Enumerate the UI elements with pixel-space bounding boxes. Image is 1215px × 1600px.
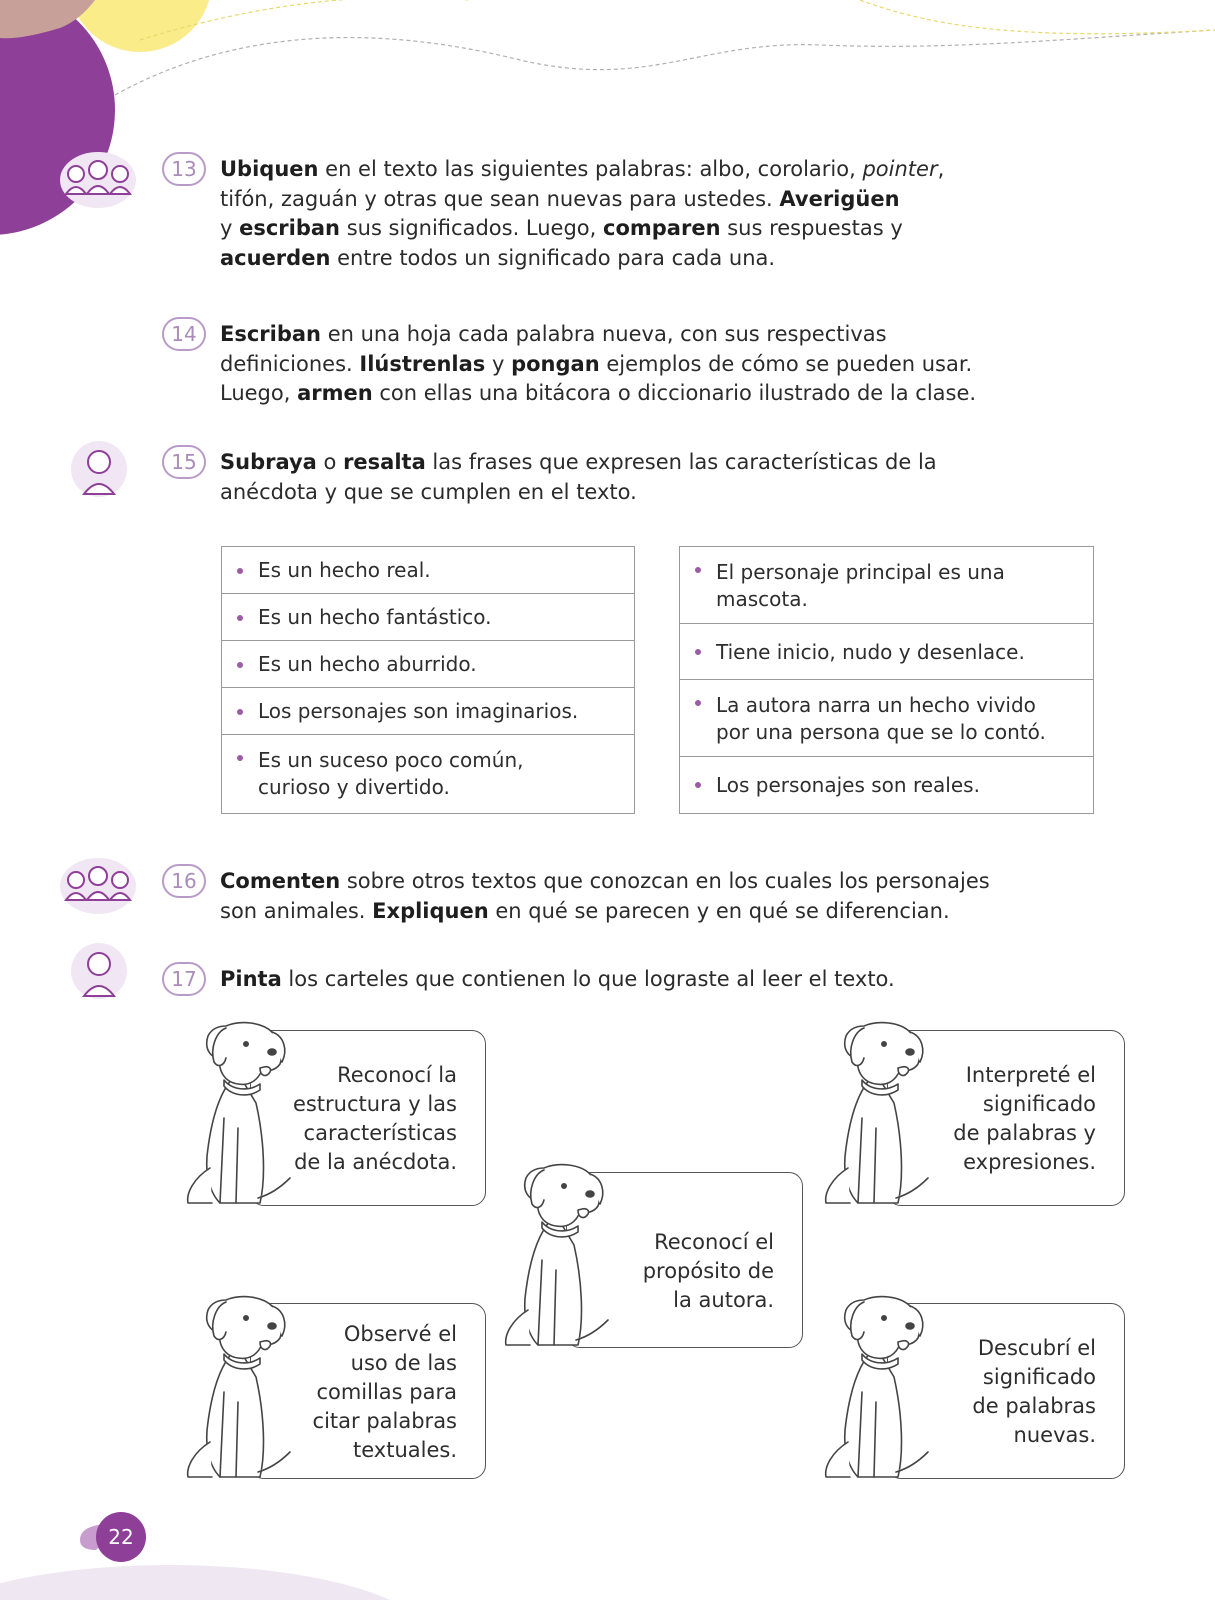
card-text [972,1334,1096,1450]
text-run: los carteles que contienen lo que lograste al leer el texto. [281,967,895,991]
text-run: sus significados. Luego, [340,216,604,240]
row-text-line: Los personajes son reales. [716,772,980,797]
activity-15-instructions [220,448,1050,507]
card-text [953,1061,1096,1177]
card-text-line: de palabras y [953,1121,1096,1145]
text-run: son animales. [220,898,373,923]
bold-verb: armen [297,381,373,405]
row-text [716,692,1083,746]
bullet-icon [695,649,701,655]
text-run: en qué se parecen y en qué se diferencian. [488,898,950,923]
row-text [258,604,624,631]
bold-verb: Ubiquen [220,157,319,181]
row-text [716,559,1083,613]
row-text-line: Es un suceso poco común, [258,747,524,772]
text-run: definiciones. [220,351,360,376]
row-text-line: La autora narra un hecho vivido [716,692,1036,717]
bold-verb: acuerden [220,245,331,270]
card-text-line: de palabras [972,1394,1096,1418]
activity-14-instructions [220,320,1050,409]
activity-16-instructions [220,867,1050,926]
group-students-icon [58,856,138,916]
bold-verb: Ilústrenlas [359,351,486,376]
bold-verb: Averigüen [779,186,900,211]
bullet-icon [237,709,243,715]
card-text-line: la autora. [673,1287,774,1312]
table-row[interactable] [680,547,1093,624]
dog-illustration-icon [180,1018,300,1218]
bullet-icon [237,568,243,574]
instruction-line [220,244,1050,274]
row-text-line: Es un hecho fantástico. [258,605,492,629]
text-run: Luego, [220,381,298,405]
single-student-icon [70,942,128,1000]
row-text [258,698,624,725]
bullet-icon [695,567,701,573]
card-text-line: uso de las [350,1350,457,1375]
row-text [716,639,1083,666]
dog-illustration-icon [818,1018,938,1218]
instruction-line [220,214,1050,244]
bold-verb: Escriban [220,322,322,346]
card-text-line: Interpreté el [965,1063,1096,1087]
instruction-line [220,155,1050,185]
row-text [716,772,1083,799]
card-text-line: comillas para [316,1379,457,1404]
card-text-line: textuales. [353,1437,457,1462]
row-text-line: Los personajes son imaginarios. [258,699,579,723]
bullet-icon [237,662,243,668]
row-text-line: Es un hecho aburrido. [258,652,477,676]
table-row[interactable] [222,594,634,641]
row-text-line: El personaje principal es una [716,559,1005,584]
row-text [258,747,624,801]
row-text [258,651,624,678]
bold-verb: Expliquen [372,898,489,923]
instruction-line [220,867,1050,897]
instruction-line [220,965,1050,995]
instruction-line [220,379,1050,409]
bold-verb: escriban [239,216,341,240]
card-text [643,1228,774,1315]
text-run: , [937,157,945,181]
instruction-line [220,897,1050,927]
text-run: con ellas una bitácora o diccionario ilustrado de la clase. [372,381,977,405]
text-run: sobre otros textos que conozcan en los cuales los personajes [340,869,990,893]
card-text-line: propósito de [642,1258,774,1283]
text-run: y [220,216,240,240]
card-text-line: Reconocí la [337,1063,457,1087]
activity-13-instructions [220,155,1050,273]
row-text-line: mascota. [716,586,808,611]
single-student-icon [70,440,128,498]
instruction-line [220,478,1050,508]
instruction-line [220,185,1050,215]
text-run: las frases que expresen las características de la [425,450,937,474]
row-text-line: Es un hecho real. [258,558,431,582]
card-text-line: nuevas. [1013,1423,1096,1447]
bold-verb: resalta [343,450,426,474]
text-run: sus respuestas y [720,216,903,240]
instruction-line [220,320,1050,350]
bold-verb: Pinta [220,967,282,991]
bold-verb: comparen [603,216,721,240]
bold-verb: Subraya [220,450,317,474]
card-text-line: características [303,1121,457,1145]
table-row[interactable] [222,688,634,735]
instruction-line [220,350,1050,380]
activity-number: 14 [162,317,206,351]
text-run: y [485,351,512,376]
page-number: 22 [96,1512,146,1562]
text-run: en el texto las siguientes palabras: albo, corolario, [318,157,863,181]
text-run: ejemplos de cómo se pueden usar. [599,351,973,376]
text-run: entre todos un significado para cada una. [330,245,776,270]
activity-number: 15 [162,445,206,479]
activity-number: 16 [162,864,206,898]
activity-17-instructions [220,965,1050,995]
italic-word: pointer [862,157,938,181]
activity-number: 13 [162,152,206,186]
bullet-icon [237,615,243,621]
text-run: anécdota y que se cumplen en el texto. [220,479,637,504]
characteristics-table-right [679,546,1094,814]
card-text-line: citar palabras [312,1408,457,1433]
activity-number: 17 [162,962,206,996]
instruction-line [220,448,1050,478]
card-text-line: Observé el [343,1321,457,1346]
row-text [258,557,624,584]
dog-illustration-icon [498,1160,618,1360]
card-text-line: expresiones. [963,1150,1096,1174]
table-row[interactable] [680,757,1093,813]
text-run: tifón, zaguán y otras que sean nuevas para ustedes. [220,186,780,211]
card-text [293,1061,457,1177]
group-students-icon [58,150,138,210]
characteristics-table-left [221,546,635,814]
table-row[interactable] [222,641,634,688]
bullet-icon [237,755,243,761]
text-run: o [316,450,344,474]
card-text-line: de la anécdota. [294,1150,457,1174]
card-text-line: estructura y las [292,1092,457,1116]
row-text-line: Tiene inicio, nudo y desenlace. [716,639,1025,664]
card-text-line: significado [982,1092,1096,1116]
dog-illustration-icon [180,1292,300,1492]
card-text-line: significado [982,1365,1096,1389]
bullet-icon [695,782,701,788]
text-run: en una hoja cada palabra nueva, con sus respectivas [321,322,887,346]
bold-verb: pongan [511,351,600,376]
table-row[interactable] [222,547,634,594]
bold-verb: Comenten [220,869,341,893]
card-text-line: Reconocí el [654,1229,774,1254]
dog-illustration-icon [818,1292,938,1492]
table-row[interactable] [680,624,1093,680]
card-text-line: Descubrí el [977,1336,1096,1360]
table-row[interactable] [680,680,1093,757]
bullet-icon [695,700,701,706]
row-text-line: curioso y divertido. [258,774,450,799]
table-row[interactable] [222,735,634,812]
row-text-line: por una persona que se lo contó. [716,719,1046,744]
card-text [313,1320,457,1465]
